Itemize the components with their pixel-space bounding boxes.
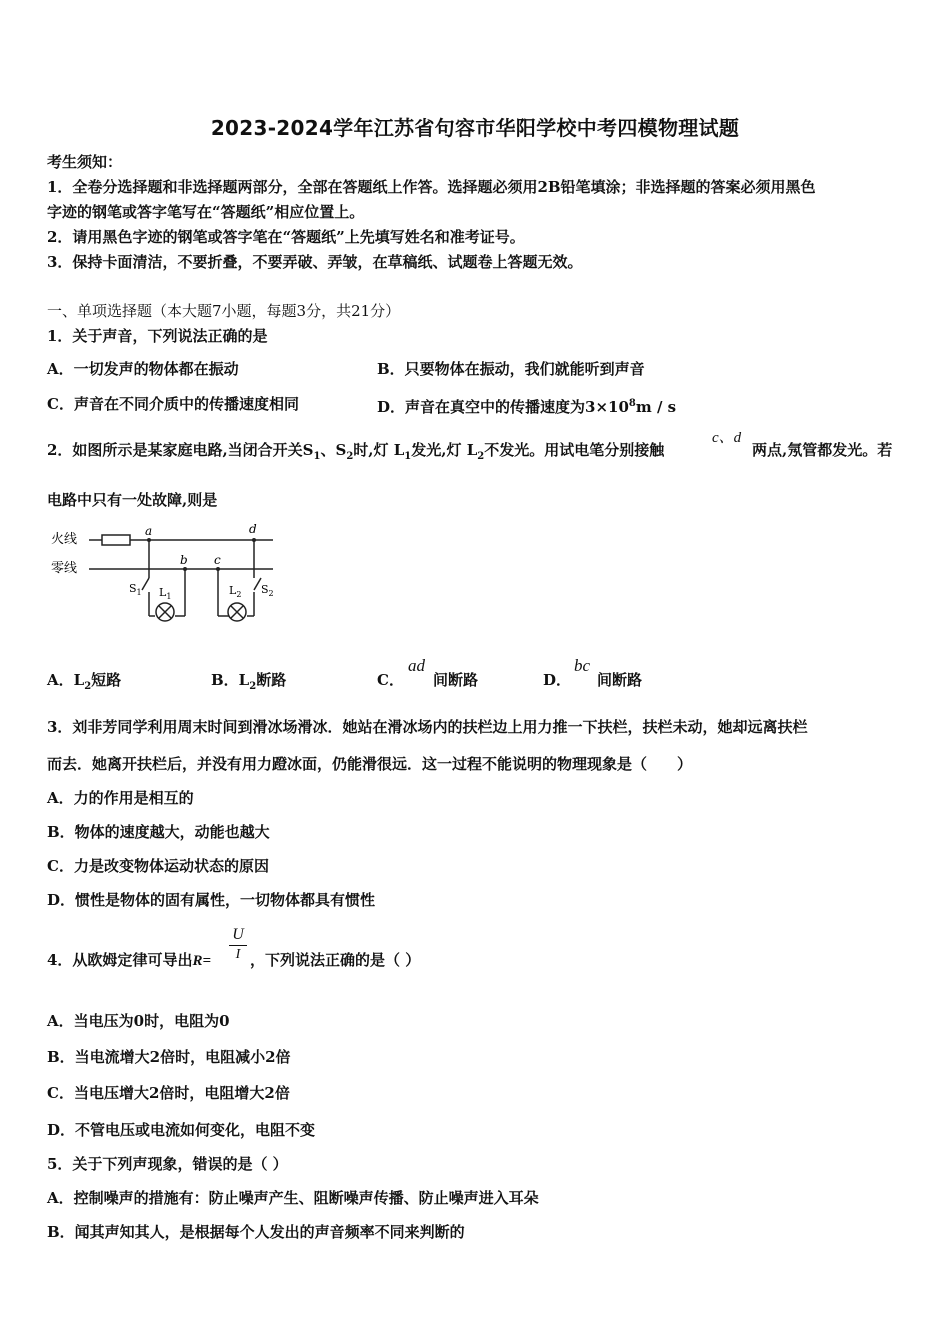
q3-option-a: A．力的作用是相互的 xyxy=(47,789,194,807)
notice-item-2: 2．请用黑色字迹的钢笔或答字笔在“答题纸”上先填写姓名和准考证号。 xyxy=(47,228,525,246)
q4-option-c: C．当电压增大2倍时，电阻增大2倍 xyxy=(47,1084,290,1102)
q2-stem-line2: 电路中只有一处故障,则是 xyxy=(47,491,218,509)
q4-option-a: A．当电压为0时，电阻为0 xyxy=(47,1012,230,1030)
q2-option-d-text: 间断路 xyxy=(597,671,643,689)
q3-stem-line2: 而去．她离开扶栏后，并没有用力蹬冰面，仍能滑很远．这一过程不能说明的物理现象是（ ） xyxy=(47,755,693,773)
q2-option-c-math: ad xyxy=(408,656,425,675)
q3-option-d: D．惯性是物体的固有属性，一切物体都具有惯性 xyxy=(47,891,376,909)
notice-item-1: 1．全卷分选择题和非选择题两部分，全部在答题纸上作答。选择题必须用2B铅笔填涂；非选择题的答案必须用黑色 xyxy=(47,178,816,196)
q1-option-d: D．声音在真空中的传播速度为$3\times 10^8m / s$ xyxy=(377,398,677,416)
q4-stem: 4．从欧姆定律可导出R= xyxy=(47,951,212,969)
point-b-label: b xyxy=(180,553,188,567)
q1-option-b: B．只要物体在振动，我们就能听到声音 xyxy=(377,360,645,378)
q2-math-cd: c、d xyxy=(712,430,742,446)
q3-option-c: C．力是改变物体运动状态的原因 xyxy=(47,857,269,875)
lamp-l1-label: $L_1$ xyxy=(159,586,172,601)
switch-s1-label: $S_1$ xyxy=(129,582,142,597)
section-heading: 一、单项选择题（本大题7小题，每题3分，共21分） xyxy=(47,302,401,320)
q2-option-a: A．$L_2$短路 xyxy=(47,671,122,692)
q4-stem-end: ，下列说法正确的是（ ） xyxy=(250,951,421,969)
q3-option-b: B．物体的速度越大，动能也越大 xyxy=(47,823,270,841)
point-d-label: d xyxy=(249,522,257,536)
notice-heading: 考生须知： xyxy=(47,153,123,171)
lamp-l2-label: $L_2$ xyxy=(229,584,242,599)
q1-option-a: A．一切发声的物体都在振动 xyxy=(47,360,239,378)
q2-option-c: C． xyxy=(377,671,404,689)
notice-item-3: 3．保持卡面清洁，不要折叠，不要弄破、弄皱，在草稿纸、试题卷上答题无效。 xyxy=(47,253,583,271)
q2-option-c-text: 间断路 xyxy=(433,671,479,689)
page-title: 2023-2024学年江苏省句容市华阳学校中考四模物理试题 xyxy=(210,116,740,140)
q2-option-d: D． xyxy=(543,671,572,689)
point-a-label: a xyxy=(145,524,153,538)
q2-option-b: B．$L_2$断路 xyxy=(211,671,287,692)
neutral-wire-label: 零线 xyxy=(51,561,78,576)
q4-option-d: D．不管电压或电流如何变化，电阻不变 xyxy=(47,1121,316,1139)
q2-stem-end: 两点,氖管都发光。若 xyxy=(752,441,893,459)
live-wire-label: 火线 xyxy=(51,532,78,547)
q5-option-b: B．闻其声知其人，是根据每个人发出的声音频率不同来判断的 xyxy=(47,1223,465,1241)
q4-option-b: B．当电流增大2倍时，电阻减小2倍 xyxy=(47,1048,291,1066)
switch-s2-label: $S_2$ xyxy=(261,583,274,598)
q3-stem-line1: 3．刘非芳同学利用周末时间到滑冰场滑冰．她站在滑冰场内的扶栏边上用力推一下扶栏，扶栏未动，她却远离扶栏 xyxy=(47,718,808,736)
q2-option-d-math: bc xyxy=(574,656,591,675)
circuit-diagram xyxy=(47,518,287,633)
q2-stem: 2．如图所示是某家庭电路,当闭合开关$S_1$、$S_2$时,灯 $L_1$发光,灯 $L_2$不发光。用试电笔分别接触 xyxy=(47,441,665,462)
q5-option-a: A．控制噪声的措施有：防止噪声产生、阻断噪声传播、防止噪声进入耳朵 xyxy=(47,1189,539,1207)
q1-option-c: C．声音在不同介质中的传播速度相同 xyxy=(47,395,299,413)
point-c-label: c xyxy=(214,553,221,567)
ohm-fraction: U I xyxy=(229,926,247,963)
q1-stem: 1．关于声音，下列说法正确的是 xyxy=(47,327,268,345)
q5-stem: 5．关于下列声现象，错误的是（ ） xyxy=(47,1155,288,1173)
notice-item-1-cont: 字迹的钢笔或答字笔写在“答题纸”相应位置上。 xyxy=(47,203,365,221)
